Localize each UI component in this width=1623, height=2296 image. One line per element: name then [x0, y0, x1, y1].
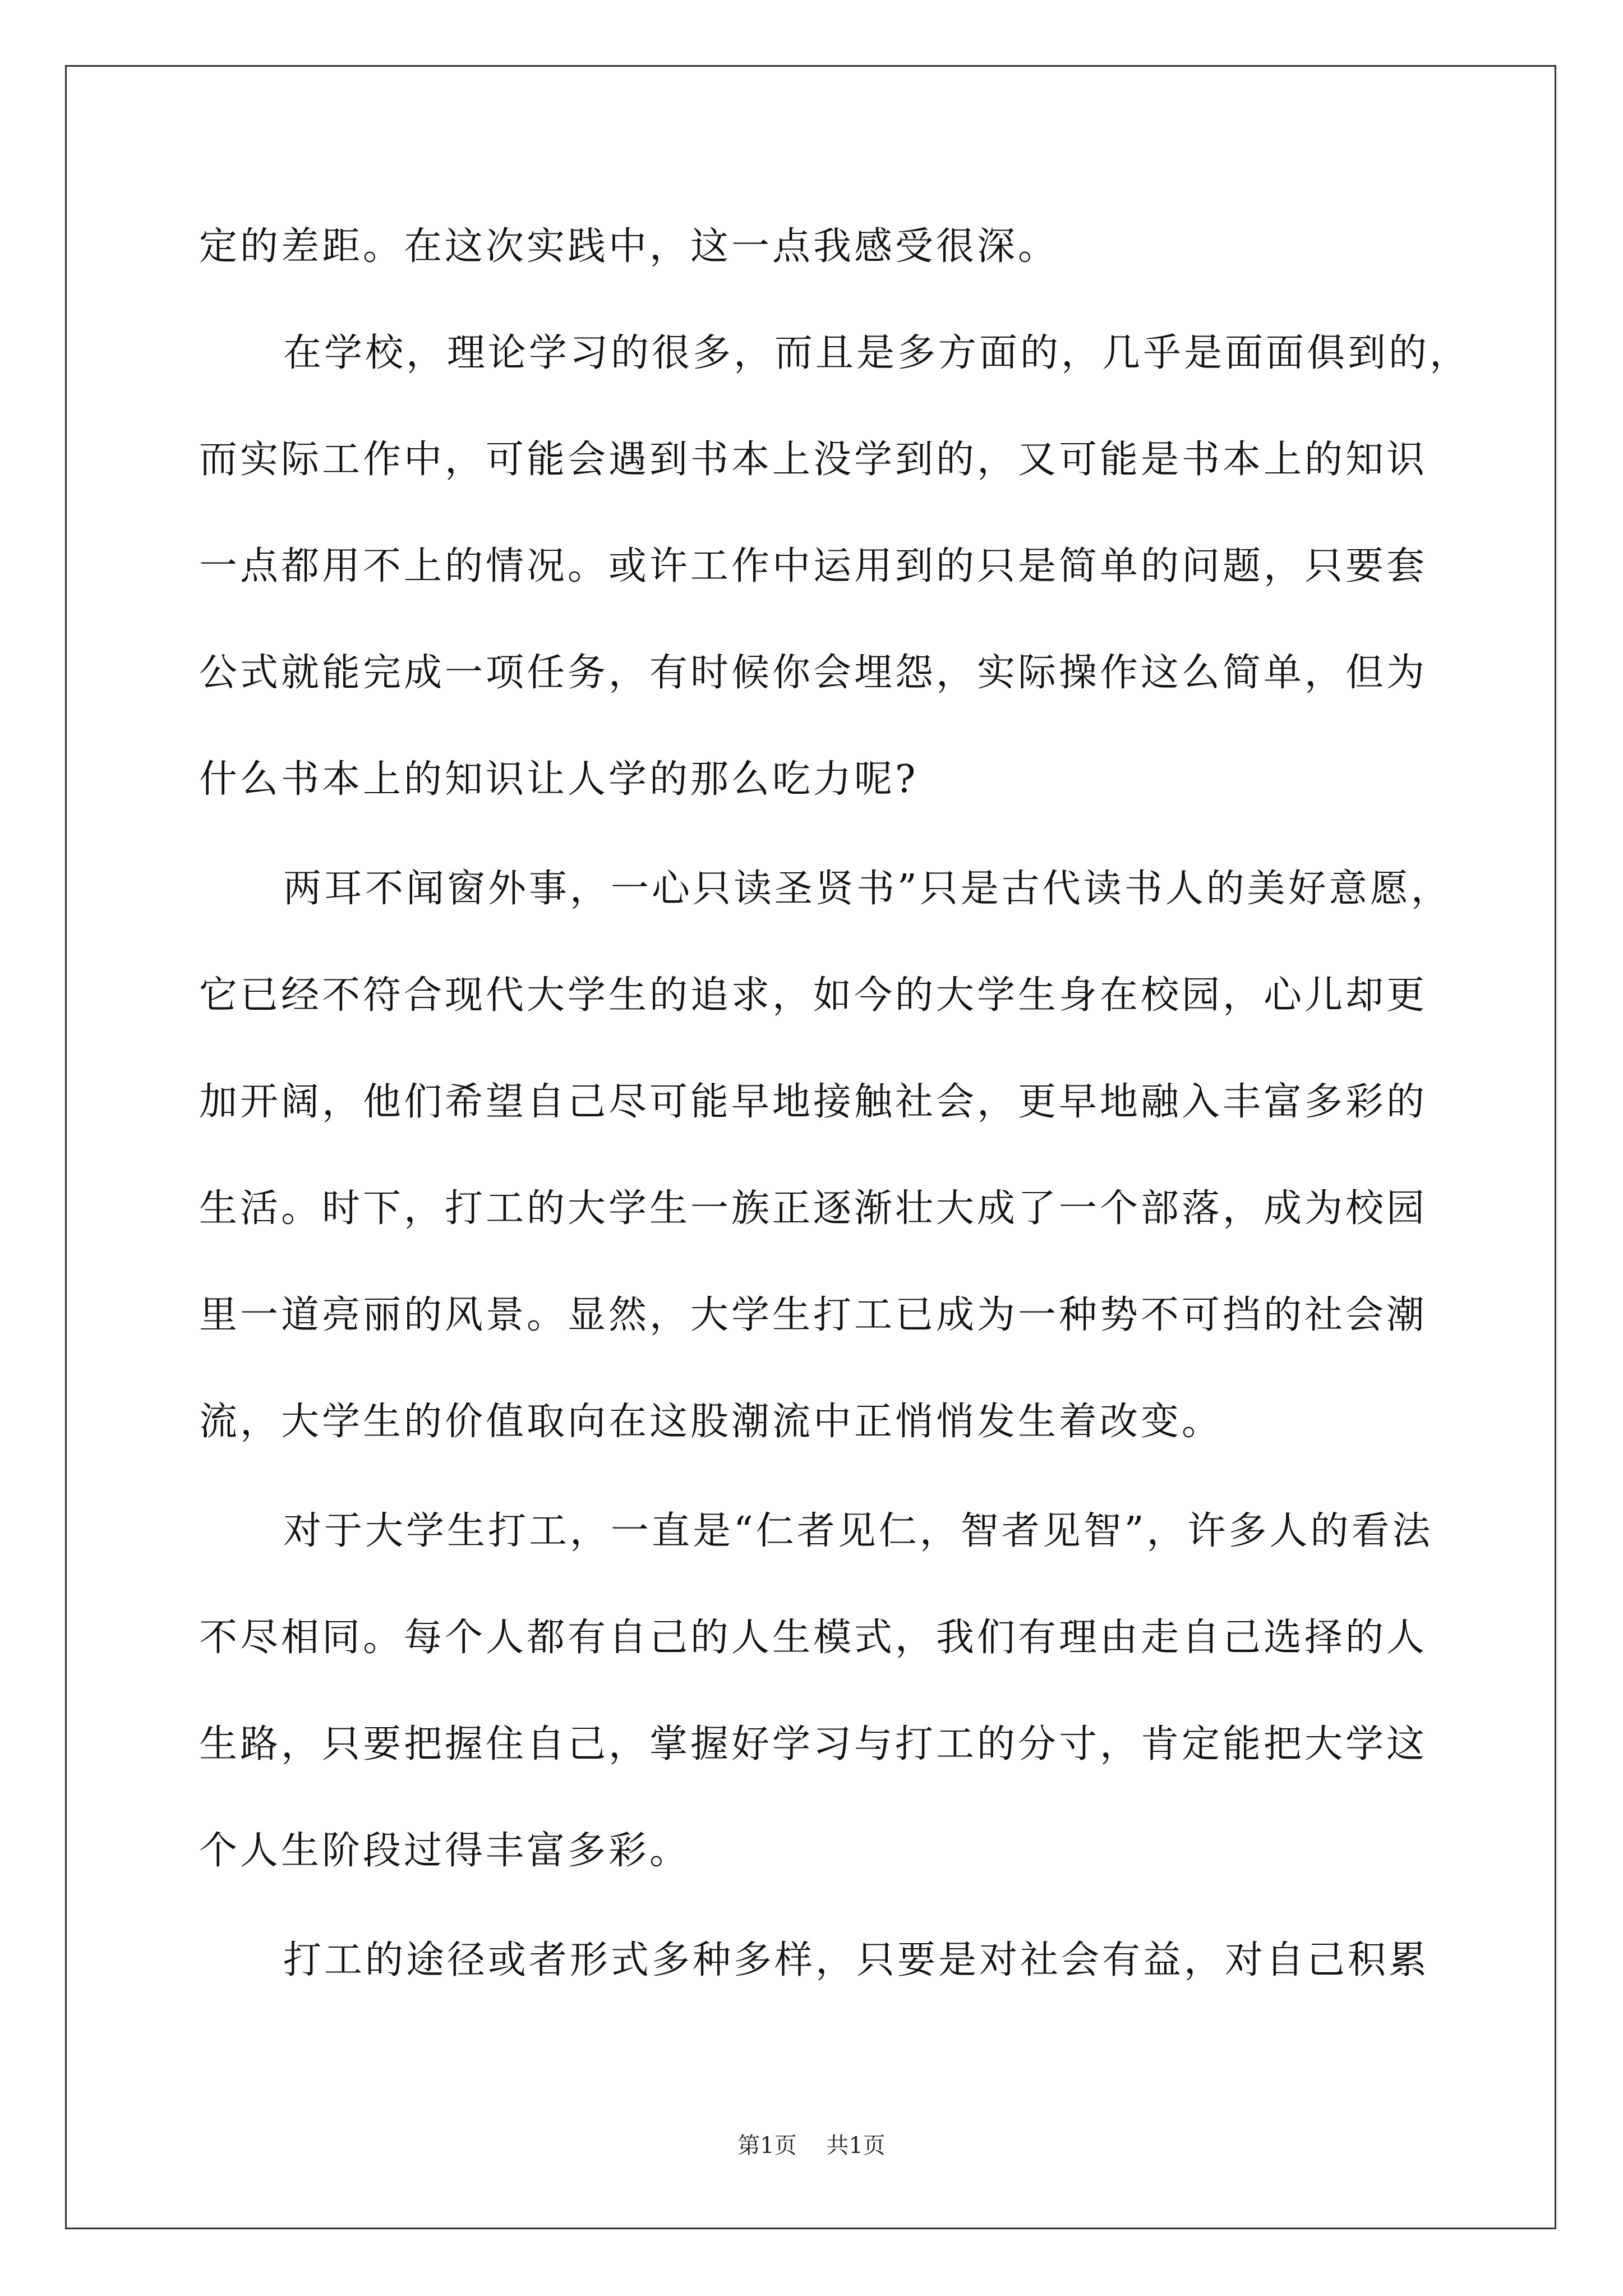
text-line: 在学校，理论学习的很多，而且是多方面的，几乎是面面俱到的，: [283, 331, 1471, 375]
text-line: 里一道亮丽的风景。显然，大学生打工已成为一种势不可挡的社会潮: [199, 1293, 1428, 1337]
text-line: 不尽相同。每个人都有自己的人生模式，我们有理由走自己选择的人: [199, 1616, 1428, 1660]
text-line: 生路，只要把握住自己，掌握好学习与打工的分寸，肯定能把大学这: [199, 1722, 1428, 1766]
text-line: 什么书本上的知识让人学的那么吃力呢?: [199, 757, 919, 802]
page-total: 共1页: [826, 2133, 886, 2159]
page-number: 第1页: [737, 2133, 797, 2159]
page-border: [65, 65, 1556, 2229]
text-line: 打工的途径或者形式多种多样，只要是对社会有益，对自己积累: [283, 1938, 1430, 1982]
text-line: 流，大学生的价值取向在这股潮流中正悄悄发生着改变。: [199, 1400, 1223, 1444]
text-line: 对于大学生打工，一直是“仁者见仁，智者见智”，许多人的看法: [283, 1509, 1433, 1553]
text-line: 个人生阶段过得丰富多彩。: [199, 1829, 691, 1873]
page-footer: [0, 2132, 1623, 2160]
text-line: 它已经不符合现代大学生的追求，如今的大学生身在校园，心儿却更: [199, 973, 1428, 1018]
text-line: 而实际工作中，可能会遇到书本上没学到的，又可能是书本上的知识: [199, 438, 1428, 482]
text-line: 生活。时下，打工的大学生一族正逐渐壮大成了一个部落，成为校园: [199, 1186, 1428, 1231]
text-line: 两耳不闻窗外事，一心只读圣贤书”只是古代读书人的美好意愿，: [283, 867, 1452, 911]
text-line: 定的差距。在这次实践中，这一点我感受很深。: [199, 224, 1059, 269]
text-line: 一点都用不上的情况。或许工作中运用到的只是简单的问题，只要套: [199, 544, 1428, 588]
text-line: 公式就能完成一项任务，有时候你会埋怨，实际操作这么简单，但为: [199, 651, 1428, 695]
text-line: 加开阔，他们希望自己尽可能早地接触社会，更早地融入丰富多彩的: [199, 1080, 1428, 1124]
